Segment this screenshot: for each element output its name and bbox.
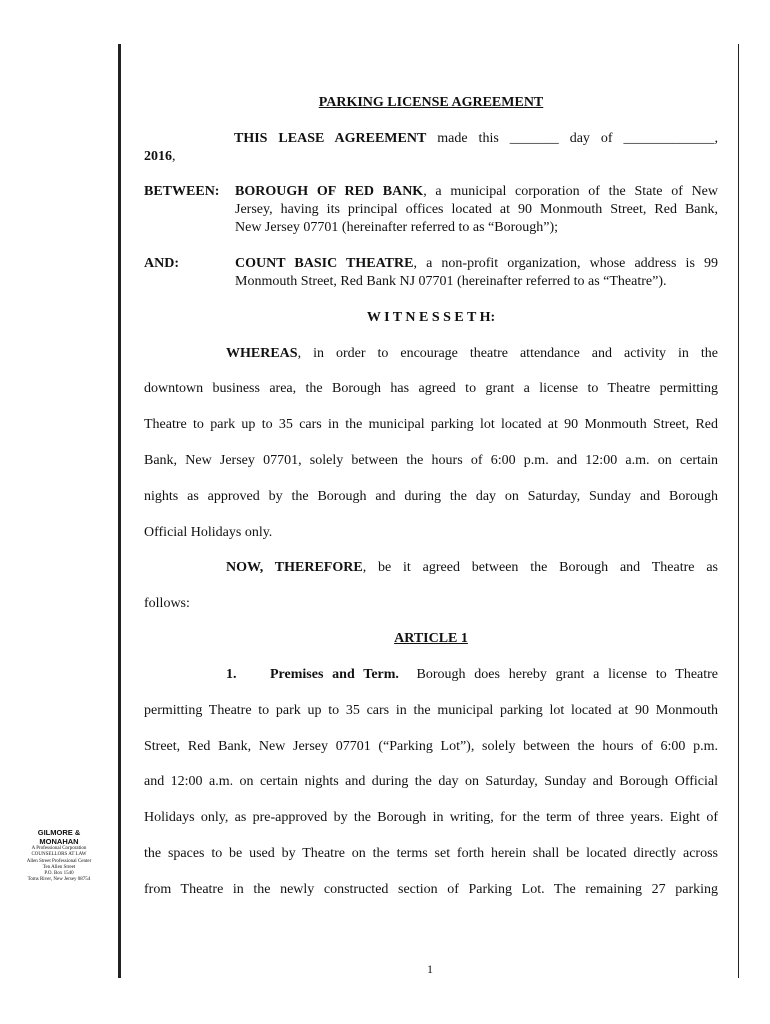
section1-line-6: the spaces to be used by Theatre on the terms set forth herein shall be located directly across — [144, 846, 718, 861]
left-margin-rule — [118, 44, 121, 978]
section1-heading: Premises and Term. — [270, 667, 399, 682]
between-line-3: New Jersey 07701 (hereinafter referred to as “Borough”); — [235, 220, 559, 235]
section1-line-2: permitting Theatre to park up to 35 cars in the municipal parking lot located at 90 Monmouth — [144, 703, 718, 718]
between-line-1 — [235, 183, 718, 201]
intro-year-line — [144, 148, 718, 166]
therefore-lead: NOW, THEREFORE — [226, 560, 363, 575]
and-line-2: Monmouth Street, Red Bank NJ 07701 (hereinafter referred to as “Theatre”). — [235, 274, 667, 289]
document-title: PARKING LICENSE AGREEMENT — [318, 95, 544, 110]
firm-line-2: COUNSELLORS AT LAW — [31, 852, 87, 858]
whereas-line-4: Bank, New Jersey 07701, solely between the hours of 6:00 p.m. and 12:00 a.m. on certain — [144, 453, 718, 468]
firm-line-6: Toms River, New Jersey 08754 — [27, 877, 91, 883]
whereas-lead: WHEREAS — [226, 346, 298, 361]
therefore-text-1: , be it agreed between the Borough and Theatre as — [362, 560, 718, 575]
firm-name-1: GILMORE & — [37, 828, 81, 837]
therefore-line-1 — [144, 559, 718, 577]
whereas-text-1: , in order to encourage theatre attendance and activity in the — [297, 346, 718, 361]
firm-line-5: P.O. Box 1540 — [44, 871, 74, 877]
firm-name-2: MONAHAN — [39, 837, 79, 846]
article-heading: ARTICLE 1 — [394, 631, 468, 646]
between-block — [235, 183, 718, 237]
and-label: AND: — [144, 256, 179, 271]
whereas-line-3: Theatre to park up to 35 cars in the municipal parking lot located at 90 Monmouth Street, Red — [144, 417, 718, 432]
intro-made-this: made this _______ day of _____________, — [437, 131, 719, 146]
page-number: 1 — [427, 962, 433, 976]
intro-paragraph — [144, 130, 718, 166]
and-party: COUNT BASIC THEATRE — [235, 256, 414, 271]
whereas-line-2: downtown business area, the Borough has agreed to grant a license to Theatre permitting — [144, 381, 718, 396]
section1-line-5: Holidays only, as pre-approved by the Borough in writing, for the term of three years. Eight of — [144, 810, 718, 825]
section1-line-7: from Theatre in the newly constructed section of Parking Lot. The remaining 27 parking — [144, 882, 718, 897]
section1-line-3: Street, Red Bank, New Jersey 07701 (“Parking Lot”), solely between the hours of 6:00 p.m. — [144, 739, 718, 754]
and-text-1: , a non-profit organization, whose address is 99 — [413, 256, 718, 271]
intro-year: 2016 — [144, 149, 172, 164]
intro-line — [144, 130, 718, 148]
right-margin-rule — [738, 44, 739, 978]
section1-text-1: Borough does hereby grant a license to Theatre — [416, 667, 719, 682]
whereas-line-1 — [144, 345, 718, 363]
therefore-line-2: follows: — [144, 596, 190, 611]
intro-year-comma: , — [172, 149, 176, 164]
section1-number: 1. — [226, 667, 237, 682]
firm-line-3: Allen Street Professional Center — [26, 858, 92, 864]
intro-lead: THIS LEASE AGREEMENT — [234, 131, 427, 146]
witnesseth-heading: W I T N E S S E T H: — [366, 310, 496, 325]
between-line-2: Jersey, having its principal offices located at 90 Monmouth Street, Red Bank, — [235, 202, 718, 217]
section1-line-1-text — [270, 666, 718, 684]
and-block — [235, 255, 718, 291]
firm-line-4: Ten Allen Street — [42, 864, 76, 870]
whereas-line-6: Official Holidays only. — [144, 525, 273, 540]
whereas-line-5: nights as approved by the Borough and during the day on Saturday, Sunday and Borough — [144, 489, 718, 504]
between-text-1: , a municipal corporation of the State of New — [423, 184, 719, 199]
and-line-1 — [235, 255, 718, 273]
section1-line-4: and 12:00 a.m. on certain nights and during the day on Saturday, Sunday and Borough Official — [144, 774, 718, 789]
between-party: BOROUGH OF RED BANK — [235, 184, 424, 199]
law-firm-block — [12, 828, 106, 884]
firm-line-1: A Professional Corporation — [31, 846, 87, 851]
between-label: BETWEEN: — [144, 184, 220, 199]
